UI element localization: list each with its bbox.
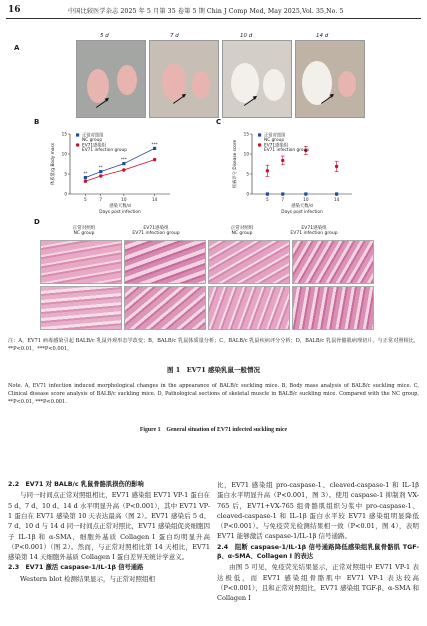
hist-label-ev71-2 bbox=[274, 226, 354, 237]
disease-score-ytick-label: 0 bbox=[246, 191, 249, 197]
hist-ev71-en-2: EV71 infection group bbox=[290, 231, 338, 237]
hist-nc-en: NC group bbox=[73, 231, 95, 237]
section-2-4-body: 由图 5 可见，免疫荧光结果显示，正常对照组中 EV71 VP-1 表达极低，而 EV71 感染组骨骼肌中 EV71 VP-1 表达较高（P<0.001），且和正常对照组比，EV71 感染组 TGF-β、α-SMA 和 Collagen Ⅰ bbox=[217, 563, 419, 603]
disease-score-legend-label: 正常对照组 bbox=[264, 133, 286, 139]
figure-note-cn: 注：A，EV71 病毒感染引起 BALB/c 乳鼠外观形态学改变；B，BALB/c 乳鼠体质量分析；C，BALB/c 乳鼠疾病评分分析；D，BALB/c 乳鼠骨骼肌病理切片。与正常对照相比，**P<0.01，***P<0.001。 bbox=[8, 338, 419, 352]
disease-score-ylabel: 疾病评分 Disease score bbox=[233, 139, 238, 189]
body-mass-xtick-label: 10 bbox=[121, 197, 127, 202]
disease-score-xtick-label: 14 bbox=[333, 197, 340, 202]
disease-score-point bbox=[266, 169, 269, 172]
body-mass-point bbox=[122, 162, 125, 165]
body-mass-point bbox=[122, 168, 125, 171]
body-mass-ytick-label: 15 bbox=[61, 131, 67, 137]
day-label-14: 14 d bbox=[316, 33, 329, 39]
body-mass-series-line bbox=[85, 160, 154, 182]
hist-nc-en-2: NC group bbox=[231, 231, 253, 237]
body-mass-xtick-label: 7 bbox=[99, 197, 103, 202]
body-mass-annotation: *** bbox=[120, 157, 127, 163]
body-mass-point bbox=[84, 180, 87, 183]
body-mass-point bbox=[99, 174, 102, 177]
hist-ev71-en: EV71 infection group bbox=[132, 231, 180, 237]
disease-score-xtick-label: 10 bbox=[303, 197, 309, 202]
disease-score-point bbox=[266, 192, 269, 195]
body-mass-legend-marker bbox=[76, 143, 79, 146]
section-2-3-body: Western blot 检测结果显示，与正常对照组相 bbox=[20, 574, 155, 583]
figure-title-cn: 图 1 EV71 感染乳鼠一般情况 bbox=[166, 366, 261, 374]
running-header bbox=[8, 4, 421, 16]
histology-ev71-bottom-2 bbox=[292, 286, 374, 330]
hist-ev71-cn: EV71感染组 bbox=[143, 226, 169, 231]
disease-score-legend-marker bbox=[258, 133, 261, 136]
figure-note-en: Note. A, EV71 infection induced morphological changes in the appearance of BALB/c suckling mice. B, Body mass analysis of BALB/c suckling mice. C, Clinical disease score analysis of BALB/c suckling mice. D, Pathological sections of skeletal muscle in BALB/c suckling mice. Compared with the NC group, **P<0.01, ***P<0.001. bbox=[8, 383, 419, 405]
figure-title-en: Figure 1 General situation of EV71 infected suckling mice bbox=[139, 427, 288, 433]
left-column bbox=[8, 480, 210, 584]
body-mass-legend-label: EV71感染组 bbox=[82, 143, 107, 149]
mouse-photo-10d bbox=[222, 40, 292, 118]
body-mass-point bbox=[99, 170, 102, 173]
histology-ev71-bottom bbox=[124, 286, 206, 330]
day-label-7: 7 d bbox=[170, 33, 179, 39]
hist-nc-cn-2: 正常对照组 bbox=[230, 226, 254, 231]
body-mass-point bbox=[153, 147, 156, 150]
body-mass-annotation: ** bbox=[83, 171, 88, 177]
disease-score-ytick-label: 10 bbox=[243, 151, 249, 157]
body-mass-legend-marker bbox=[76, 133, 79, 136]
body-mass-legend-label-en: EV71 infection group bbox=[82, 148, 127, 153]
mouse-photo-5d bbox=[76, 40, 146, 118]
disease-score-xtick-label: 7 bbox=[281, 197, 285, 202]
day-label-5: 5 d bbox=[100, 33, 109, 39]
body-mass-legend-label-en: NC group bbox=[82, 138, 103, 143]
panel-d-label: D bbox=[34, 218, 40, 226]
hist-label-ev71-1 bbox=[116, 226, 196, 237]
body-mass-ytick-label: 10 bbox=[61, 151, 67, 157]
body-mass-point bbox=[153, 158, 156, 161]
section-2-2-heading: 2.2 EV71 对 BALB/c 乳鼠骨骼肌损伤的影响 bbox=[8, 481, 144, 488]
hist-label-nc-1 bbox=[56, 226, 112, 237]
panel-b-label: B bbox=[34, 118, 40, 126]
right-column bbox=[217, 480, 419, 604]
body-mass-ylabel: 体质量/g Body mass bbox=[51, 143, 56, 185]
section-2-3-heading: 2.3 EV71 激活 caspase-1/IL-1β 信号通路 bbox=[8, 564, 144, 572]
disease-score-point bbox=[335, 192, 338, 195]
hist-label-nc-2 bbox=[214, 226, 270, 237]
disease-score-legend-label: EV71感染组 bbox=[264, 143, 289, 149]
disease-score-legend-marker bbox=[258, 143, 261, 146]
histology-ev71-top-2 bbox=[292, 240, 374, 284]
disease-score-legend-label-en: EV71 infection group bbox=[264, 148, 309, 153]
histology-ev71-top bbox=[124, 240, 206, 284]
disease-score-xlabel: 感染天数/d bbox=[291, 204, 313, 209]
section-2-2-body: 与同一时间点正常对照组相比，EV71 感染组 EV71 VP-1 蛋白在 5 d、7 d、10 d、14 d 水平明显升高（P<0.001），其中 EV71 VP-1 蛋白在 EV71 感染第 10 天表达最高（图 2）。EV71 感染后 5 d、7 d、10 d 与 14 d 同一时间点正常对照比，EV71 感染组促炎细胞因子 IL-1β 和 α-SMA、细胞外基质 Collagen Ⅰ 蛋白均明显升高（P<0.001）（图 2）。然而，与正常对照相比第 14 天相比，EV71 感染第 14 天细胞外基质 Collagen Ⅰ 蛋白差异无统计学意义。 bbox=[8, 491, 210, 562]
disease-score-point bbox=[335, 165, 338, 168]
body-mass-xtick-label: 5 bbox=[84, 197, 87, 202]
body-mass-point bbox=[84, 176, 87, 179]
body-mass-xtick-label: 14 bbox=[151, 197, 158, 202]
mouse-photo-14d bbox=[295, 40, 365, 118]
hist-ev71-cn-2: EV71感染组 bbox=[301, 226, 327, 231]
panel-a-label: A bbox=[14, 44, 20, 52]
histology-nc-bottom-2 bbox=[208, 286, 290, 330]
section-2-3-continued: 比，EV71 感染组 pro-caspase-1、cleaved-caspase-1 和 IL-1β 蛋白水平明显升高（P<0.001，图 3）。使用 caspase-1 抑制剂 VX-765 后，EV71+VX-765 组骨骼肌组织匀浆中 pro-caspase-1、cleaved-caspase-1 和 IL-1β 蛋白水平较 EV71 感染组明显降低（P<0.001）。与免疫荧光检测结果相一致（P<0.01，图 4），表明 EV71 能够激活 caspase-1/IL-1β 信号通路。 bbox=[217, 481, 419, 541]
body-mass-chart bbox=[40, 120, 210, 220]
body-mass-annotation: *** bbox=[151, 141, 158, 147]
body-mass-xlabel-en: Days post infection bbox=[99, 210, 141, 215]
body-mass-ytick-label: 0 bbox=[64, 191, 67, 197]
hist-nc-cn: 正常对照组 bbox=[72, 226, 96, 231]
histology-nc-top bbox=[40, 240, 122, 284]
page-number: 16 bbox=[8, 5, 21, 15]
disease-score-point bbox=[304, 192, 307, 195]
histology-nc-bottom bbox=[40, 286, 122, 330]
disease-score-ytick-label: 5 bbox=[246, 171, 249, 177]
body-mass-legend-label: 正常对照组 bbox=[82, 133, 104, 139]
disease-score-xtick-label: 5 bbox=[266, 197, 269, 202]
body-mass-xlabel: 感染天数/d bbox=[109, 204, 131, 209]
disease-score-point bbox=[281, 192, 284, 195]
disease-score-xlabel-en: Days post infection bbox=[281, 210, 323, 215]
disease-score-legend-label-en: NC group bbox=[264, 138, 285, 143]
header-rule bbox=[6, 18, 421, 19]
body-mass-ytick-label: 5 bbox=[64, 171, 67, 177]
disease-score-point bbox=[281, 159, 284, 162]
journal-header: 中国比较医学杂志 2025 年 5 月第 35 卷第 5 期 Chin J Comp Med, May 2025,Vol. 35,No. 5 bbox=[68, 8, 344, 15]
day-label-10: 10 d bbox=[240, 33, 253, 39]
panel-c-label: C bbox=[216, 118, 222, 126]
disease-score-chart bbox=[222, 120, 392, 220]
histology-nc-top-2 bbox=[208, 240, 290, 284]
body-mass-annotation: ** bbox=[98, 165, 103, 171]
mouse-photo-7d bbox=[149, 40, 219, 118]
section-2-4-heading: 2.4 阻断 caspase-1/IL-1β 信号通路降低感染组乳鼠骨骼肌 TGF-β、α-SMA、Collagen Ⅰ 的表达 bbox=[217, 543, 419, 561]
disease-score-ytick-label: 15 bbox=[243, 131, 249, 137]
